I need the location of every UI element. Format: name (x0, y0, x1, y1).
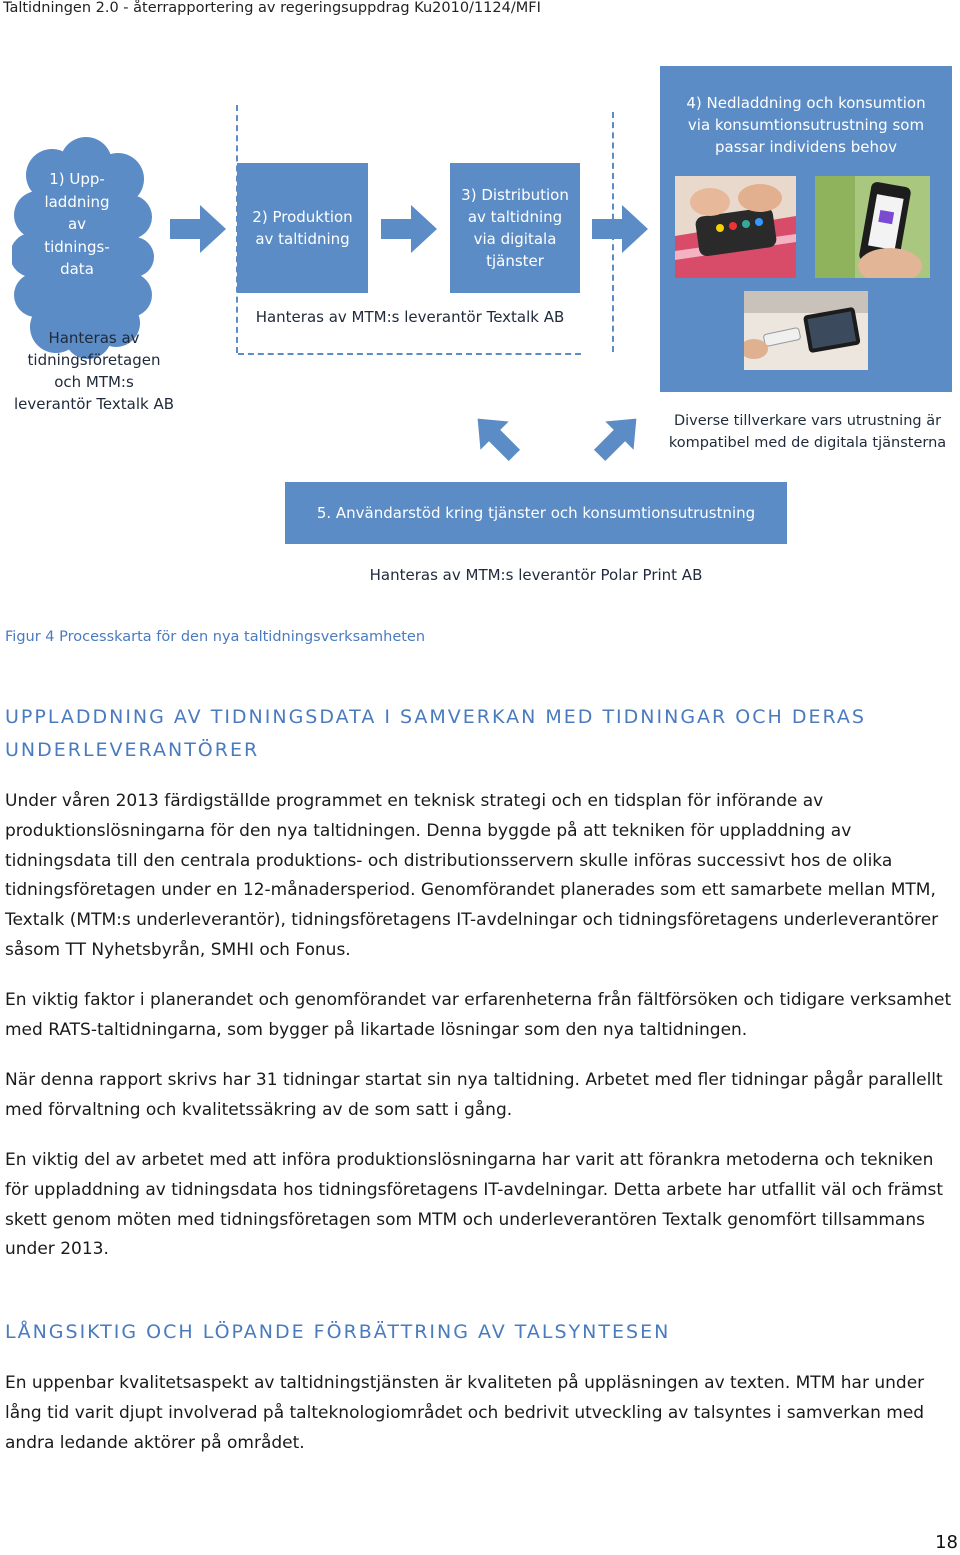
step1-label: 1) Upp- laddning av tidnings- data (44, 170, 110, 278)
arrow-up-left-icon (468, 411, 524, 463)
paragraph: En uppenbar kvalitetsaspekt av taltidningstjänsten är kvaliteten på uppläsningen av texten. MTM har under lång tid varit djupt involverad på talteknologiområdet och bedrivit utveckling av talsyntes i samverkan med andra ledande aktörer på området. (5, 1373, 925, 1453)
dashed-divider (612, 112, 614, 352)
step2-label: 2) Produktion av taltidning (252, 208, 353, 248)
arrow-right-icon (592, 205, 648, 253)
step4-label: 4) Nedladdning och konsumtion via konsumtionsutrustning som passar individens behov (686, 94, 926, 156)
step23-handled-by: Hanteras av MTM:s leverantör Textalk AB (255, 308, 565, 326)
arrow-right-icon (381, 205, 437, 253)
step5-handled-by: Hanteras av MTM:s leverantör Polar Print AB (369, 566, 703, 584)
paragraph: En viktig faktor i planerandet och genomförandet var erfarenheterna från fältförsöken och tidigare verksamhet med RATS-taltidningarna, som bygger på likartade lösningar som den nya taltidningen. (5, 990, 952, 1040)
device-photo-tablet (744, 291, 868, 370)
figure-caption: Figur 4 Processkarta för den nya taltidningsverksamheten (5, 629, 426, 645)
step1-handled-by: Hanteras av tidningsföretagen och MTM:s leverantör Textalk AB (13, 329, 175, 413)
section-heading: UPPLADDNING AV TIDNINGSDATA I SAMVERKAN MED TIDNINGAR OCH DERAS UNDERLEVERANTÖRER (5, 706, 866, 761)
step2-box (237, 163, 368, 293)
arrow-up-right-icon (590, 411, 646, 463)
section-heading: LÅNGSIKTIG OCH LÖPANDE FÖRBÄTTRING AV TALSYNTESEN (5, 1321, 671, 1343)
paragraph: Under våren 2013 färdigställde programmet en teknisk strategi och en tidsplan för införande av produktionslösningarna för den nya taltidningen. Denna byggde på att tekniken för uppladdning av tidningsdata till den centrala produktions- och distributionsservern skulle införas successivt hos de olika tidningsföretagen under en 12-månadersperiod. Genomförandet planerades som ett samarbete mellan MTM, Textalk (MTM:s underleverantör), tidningsföretagens IT-avdelningar och tidningsföretagens underleverantörer såsom TT Nyhetsbyrån, SMHI och Fonus. (5, 791, 939, 960)
page-number: 18 (935, 1532, 958, 1553)
paragraph: En viktig del av arbetet med att införa produktionslösningarna har varit att förankra metoderna och tekniken för uppladdning av tidningsdata hos tidningsföretagens IT-avdelningar. Detta arbete har utfallit väl och främst skett genom möten med tidningsföretagen som MTM och underleverantören Textalk genomfört tillsammans under 2013. (5, 1150, 944, 1260)
arrow-right-icon (170, 205, 226, 253)
dashed-divider (238, 353, 581, 355)
process-diagram (0, 55, 960, 595)
device-photo-reader (675, 176, 796, 278)
step5-label: 5. Användarstöd kring tjänster och konsumtionsutrustning (316, 504, 756, 522)
step5-box (285, 482, 787, 544)
step4-box (660, 66, 952, 392)
step3-label: 3) Distribution av taltidning via digitala tjänster (461, 186, 569, 270)
step4-note: Diverse tillverkare vars utrustning är kompatibel med de digitala tjänsterna (668, 413, 947, 451)
paragraph: När denna rapport skrivs har 31 tidningar startat sin nya taltidning. Arbetet med fler tidningar pågår parallellt med förvaltning och kvalitetssäkring av de som satt i gång. (5, 1070, 943, 1120)
step3-box (450, 163, 580, 293)
running-header: Taltidningen 2.0 - återrapportering av regeringsuppdrag Ku2010/1124/MFI (3, 0, 541, 16)
device-photo-phone (815, 176, 930, 278)
